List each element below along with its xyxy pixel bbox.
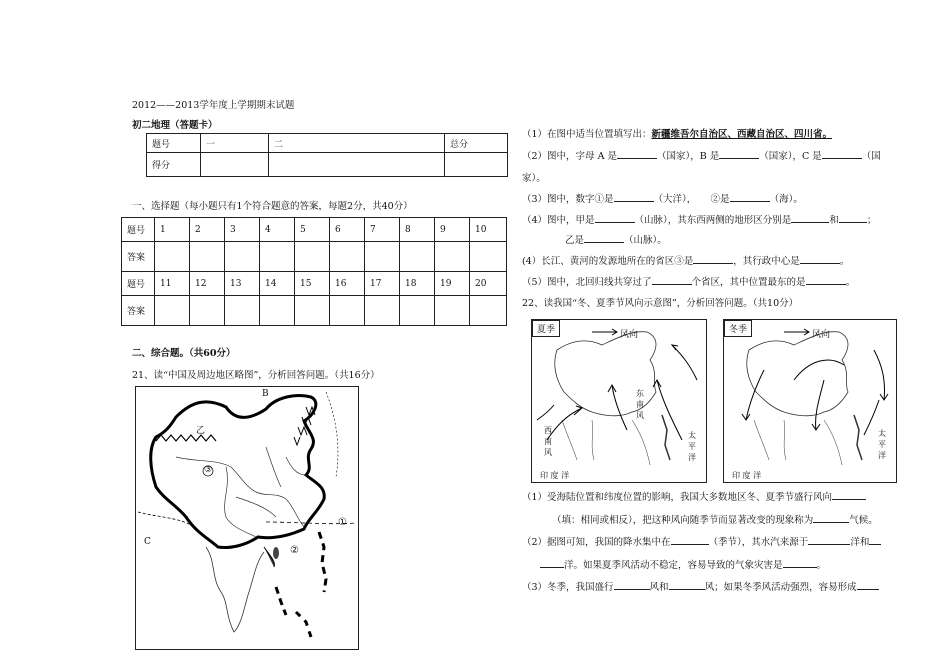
section1-title: 一、选择题（每小题只有1个符合题意的答案，每题2分，共40分） — [132, 201, 413, 212]
q22-text: 风和 — [649, 582, 669, 593]
q21-text: 和 — [829, 215, 839, 226]
question-number: 10 — [470, 218, 507, 242]
q22-part1b — [552, 512, 878, 526]
q22-text: （2）据图可知，我国的降水集中在 — [522, 537, 671, 548]
answer-blank[interactable] — [832, 491, 866, 500]
winter-season-label: 冬季 — [724, 320, 752, 337]
map-label-yi: 乙 — [196, 426, 206, 436]
answer-cell[interactable] — [295, 242, 330, 272]
q21-text: (4）长江、黄河的发源地所在的省区③是 — [522, 256, 694, 267]
q21-text: 乙是 — [565, 235, 585, 246]
q21-part3 — [522, 191, 803, 205]
question-number: 9 — [435, 218, 470, 242]
answer-blank[interactable] — [730, 193, 770, 202]
q21-text: （国 — [861, 151, 881, 162]
summer-pacific-char: 太 — [688, 431, 696, 440]
q21-text: （国家），C 是 — [759, 151, 822, 162]
q22-text: （季节），其水汽来源于 — [708, 537, 809, 548]
q21-text: （海）。 — [769, 194, 803, 205]
q21-text: （大洋）， ②是 — [653, 194, 730, 205]
q21-text: （山脉），其东西两侧的地形区分别是 — [634, 215, 792, 226]
answer-cell[interactable] — [400, 296, 435, 326]
q22-text: 气候。 — [849, 515, 878, 526]
row-label: 题号 — [122, 218, 155, 242]
question-number: 7 — [365, 218, 400, 242]
answer-blank[interactable] — [839, 214, 867, 223]
score-table-cell: 一 — [201, 134, 269, 153]
summer-xinan-char: 西 — [544, 426, 552, 435]
answer-blank[interactable] — [869, 536, 881, 545]
answer-cell[interactable] — [365, 242, 400, 272]
q22-text: 洋和 — [850, 537, 870, 548]
score-table-cell: 题号 — [147, 134, 201, 153]
answer-blank[interactable] — [614, 581, 650, 590]
q21-text: ，其行政中心是 — [733, 256, 800, 267]
q21-part4b — [565, 232, 667, 246]
answer-blank[interactable] — [614, 193, 654, 202]
answer-blank[interactable] — [813, 514, 849, 523]
winter-map — [723, 319, 897, 483]
answer-cell[interactable] — [470, 242, 507, 272]
question-number: 20 — [470, 272, 507, 296]
question-number: 11 — [155, 272, 190, 296]
q22-text: （填：相同或相反），把这种风向随季节而显著改变的现象称为 — [552, 515, 814, 526]
score-table-cell: 得分 — [147, 153, 201, 177]
answer-blank[interactable] — [595, 214, 635, 223]
summer-xinan-char: 南 — [544, 437, 552, 446]
winter-wind-label: 风向 — [812, 330, 831, 340]
q22-part1 — [522, 489, 866, 503]
q22-text: 风；如果冬季风活动强烈，容易形成 — [704, 582, 857, 593]
map-label-b: B — [262, 389, 269, 399]
question-number: 6 — [330, 218, 365, 242]
answer-cell[interactable] — [225, 296, 260, 326]
answer-blank[interactable] — [791, 214, 829, 223]
answer-blank[interactable] — [822, 150, 862, 159]
answer-blank[interactable] — [652, 276, 692, 285]
question-number: 8 — [400, 218, 435, 242]
china-map — [135, 386, 359, 650]
answer-cell[interactable] — [155, 242, 190, 272]
q21-text: （5）图中，北回归线共穿过了 — [522, 277, 652, 288]
answer-blank[interactable] — [671, 536, 709, 545]
map-label-3: ③ — [204, 465, 213, 475]
answer-cell[interactable] — [365, 296, 400, 326]
summer-map — [531, 319, 707, 483]
question-number: 3 — [225, 218, 260, 242]
answer-cell[interactable] — [330, 296, 365, 326]
q21-text: （3）图中，数字①是 — [522, 194, 614, 205]
summer-xinan-label — [544, 425, 552, 458]
summer-wind-label: 风向 — [620, 330, 639, 340]
winter-map-drawing — [724, 320, 896, 482]
answer-blank[interactable] — [584, 234, 624, 243]
row-label: 答案 — [122, 242, 155, 272]
map-label-2: ② — [290, 545, 299, 556]
score-input[interactable] — [201, 153, 269, 177]
answer-blank[interactable] — [669, 581, 705, 590]
question-number: 4 — [260, 218, 295, 242]
q21-part5 — [522, 253, 849, 267]
question-number: 14 — [260, 272, 295, 296]
q21-text: 个省区，其中位置最东的是 — [691, 277, 806, 288]
score-table-cell: 二 — [269, 134, 445, 153]
winter-pacific-char: 太 — [878, 429, 886, 438]
score-table — [146, 133, 508, 177]
answer-cell[interactable] — [190, 242, 225, 272]
winter-pacific-label — [878, 428, 886, 461]
question-number: 13 — [225, 272, 260, 296]
q21-part2 — [522, 148, 881, 162]
q21-text: （国家），B 是 — [656, 151, 720, 162]
q21-text: ； — [866, 215, 877, 226]
exam-title: 2012——2013学年度上学期期末试题 — [132, 100, 295, 111]
summer-pacific-char: 洋 — [688, 453, 696, 462]
summer-map-drawing — [532, 320, 706, 482]
q21-text: （山脉）。 — [624, 235, 667, 246]
subject-title: 初二地理（答题卡） — [132, 120, 218, 131]
summer-pacific-char: 平 — [688, 442, 696, 451]
summer-pacific-label — [688, 430, 696, 463]
row-label: 答案 — [122, 296, 155, 326]
china-map-drawing — [136, 387, 358, 649]
answer-blank[interactable] — [806, 276, 846, 285]
q21-text: （2）图中，字母 A 是 — [522, 151, 617, 162]
q21-text: （4）图中，甲是 — [522, 215, 595, 226]
answer-blank[interactable] — [800, 255, 840, 264]
answer-blank[interactable] — [783, 559, 817, 568]
score-input[interactable] — [269, 153, 445, 177]
question-number: 1 — [155, 218, 190, 242]
q21-part1 — [522, 126, 832, 140]
q22-part2 — [522, 534, 881, 548]
question-21: 21、读“中国及周边地区略图”，分析回答问题。（共16分） — [132, 370, 380, 381]
q22-text: 洋。如果夏季风活动不稳定，容易导致的气象灾害是 — [564, 560, 783, 571]
question-number: 19 — [435, 272, 470, 296]
winter-pacific-char: 洋 — [878, 451, 886, 460]
section2-title: 二、综合题。（共60分） — [132, 348, 236, 359]
q21-part4 — [522, 212, 876, 226]
answer-cell[interactable] — [260, 242, 295, 272]
answer-cell[interactable] — [225, 242, 260, 272]
answer-cell[interactable] — [470, 296, 507, 326]
answer-blank[interactable] — [617, 150, 657, 159]
question-number: 15 — [295, 272, 330, 296]
summer-season-label: 夏季 — [532, 320, 560, 337]
summer-dongnan-char: 风 — [636, 411, 644, 420]
q22-text: （3）冬季，我国盛行 — [522, 582, 614, 593]
answer-cell[interactable] — [190, 296, 225, 326]
score-input[interactable] — [445, 153, 508, 177]
q21-text: 家）。 — [522, 173, 546, 184]
question-number: 12 — [190, 272, 225, 296]
q22-text: 。 — [816, 560, 827, 571]
row-label: 题号 — [122, 272, 155, 296]
answer-cell[interactable] — [400, 242, 435, 272]
answer-blank[interactable] — [540, 559, 564, 568]
score-table-cell: 总分 — [445, 134, 508, 153]
map-label-1: ① — [338, 517, 347, 528]
answer-cell[interactable] — [435, 242, 470, 272]
answer-blank[interactable] — [693, 255, 733, 264]
question-number: 2 — [190, 218, 225, 242]
answer-cell[interactable] — [155, 296, 190, 326]
answer-blank[interactable] — [719, 150, 759, 159]
question-number: 5 — [295, 218, 330, 242]
answer-grid — [121, 217, 507, 326]
answer-cell[interactable] — [295, 296, 330, 326]
q21-text: 。 — [845, 277, 856, 288]
answer-cell[interactable] — [330, 242, 365, 272]
q22-part3 — [522, 579, 879, 593]
summer-indian-label: 印 度 洋 — [540, 471, 570, 480]
map-label-c: C — [144, 537, 151, 547]
q21-part1-text: （1）在图中适当位置填写出： — [522, 129, 652, 140]
q22-part2b — [540, 557, 826, 571]
q22-text: （1）受海陆位置和纬度位置的影响，我国大多数地区冬、夏季节盛行风向 — [522, 492, 833, 503]
winter-pacific-char: 平 — [878, 440, 886, 449]
summer-dongnan-label — [636, 388, 644, 421]
summer-dongnan-char: 南 — [636, 400, 644, 409]
q21-part6 — [522, 274, 855, 288]
question-number: 18 — [400, 272, 435, 296]
winter-indian-label: 印 度 洋 — [732, 471, 762, 480]
q21-part1-bold: 新疆维吾尔自治区、西藏自治区、四川省。 — [651, 129, 833, 140]
summer-xinan-char: 风 — [544, 448, 552, 457]
answer-cell[interactable] — [435, 296, 470, 326]
question-number: 16 — [330, 272, 365, 296]
answer-blank[interactable] — [808, 536, 850, 545]
answer-blank[interactable] — [857, 581, 879, 590]
question-number: 17 — [365, 272, 400, 296]
q21-text: 。 — [839, 256, 850, 267]
answer-cell[interactable] — [260, 296, 295, 326]
summer-dongnan-char: 东 — [636, 389, 644, 398]
question-22: 22、读我国“冬、夏季节风向示意图”，分析回答问题。（共10分） — [522, 298, 799, 309]
